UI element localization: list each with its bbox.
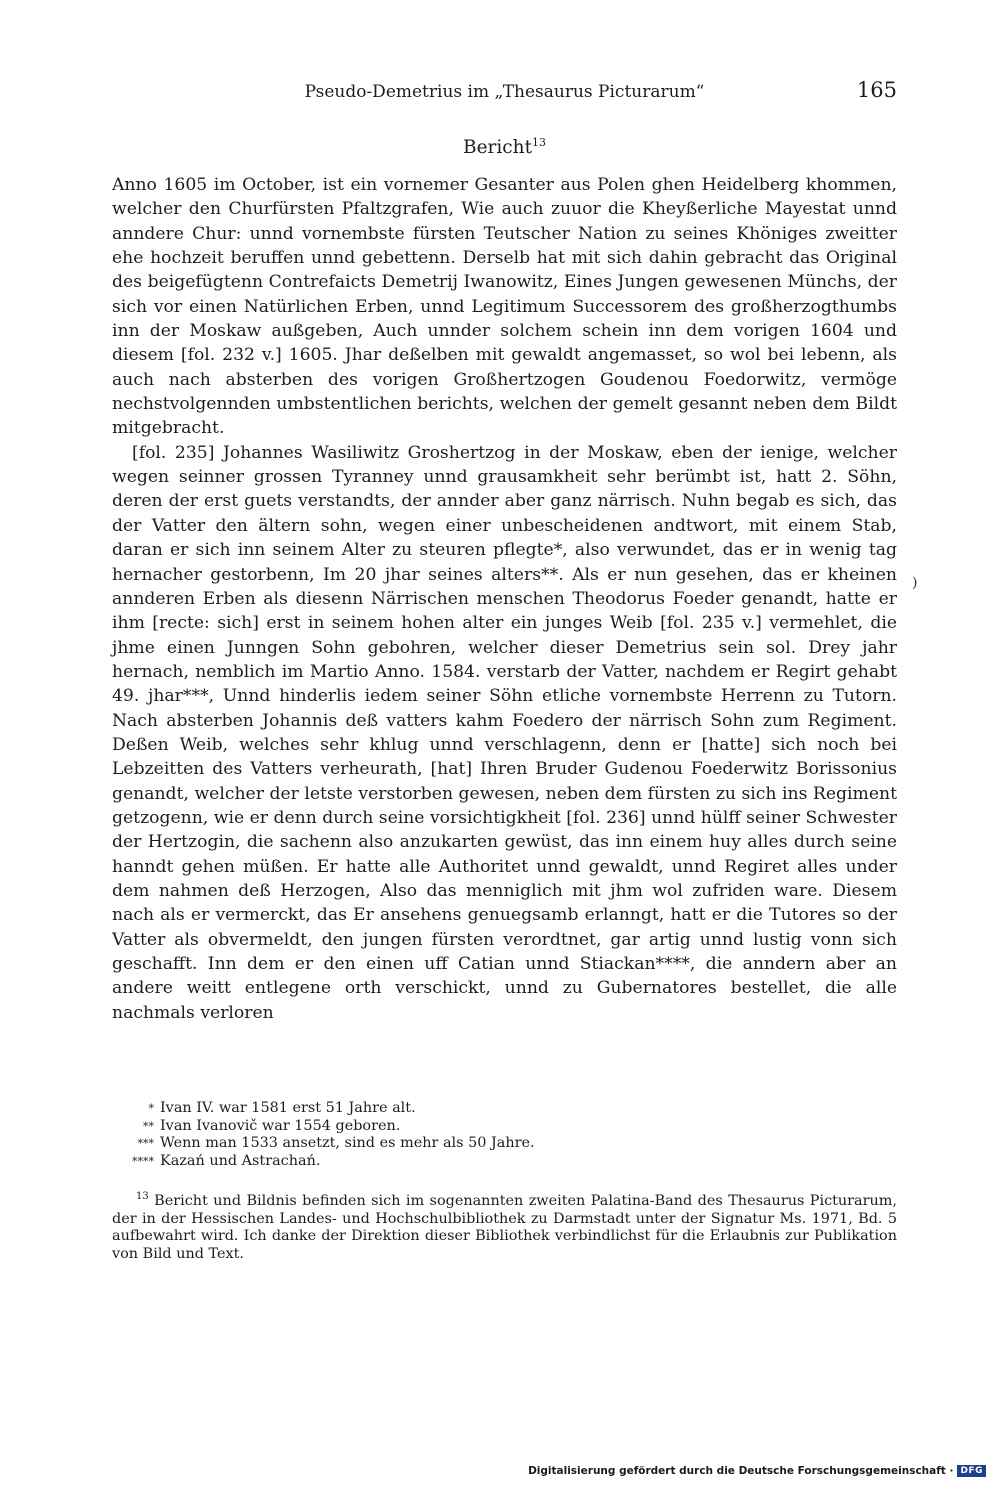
footnote-mark: ****: [132, 1154, 154, 1168]
section-heading: [112, 136, 897, 158]
margin-mark: ): [912, 575, 918, 591]
running-title: Pseudo-Demetrius im „Thesaurus Picturarum“: [304, 82, 705, 102]
section-heading-text: Bericht: [462, 137, 532, 159]
footnote-13: [112, 1188, 897, 1263]
dfg-logo: DFG: [957, 1465, 986, 1477]
footnote-text: Ivan Ivanovič war 1554 geboren.: [160, 1117, 401, 1134]
footnote-1: [112, 1100, 897, 1118]
page-number: 165: [856, 78, 897, 102]
footnote-text: Wenn man 1533 ansetzt, sind es mehr als 50 Jahre.: [160, 1135, 535, 1152]
footnote-ref-13[interactable]: 13: [532, 136, 546, 149]
credit-text: Digitalisierung gefördert durch die Deutsche Forschungsgemeinschaft ·: [528, 1465, 954, 1477]
footnote-mark: **: [143, 1119, 154, 1133]
body-text: [112, 173, 897, 1025]
footnote-3: [112, 1135, 897, 1153]
running-head: [112, 78, 897, 108]
footnote-mark: ***: [137, 1137, 154, 1151]
footnote-text: Kazań und Astrachań.: [160, 1152, 321, 1169]
footnote-text: Ivan IV. war 1581 erst 51 Jahre alt.: [160, 1100, 416, 1116]
footnote-4: [112, 1153, 897, 1171]
footnote-2: [112, 1118, 897, 1136]
dfg-credit: [528, 1465, 986, 1477]
footnote-mark: *: [148, 1102, 154, 1115]
footnote-13-mark: 13: [136, 1191, 149, 1203]
footnote-13-text: Bericht und Bildnis befinden sich im sogenannten zweiten Palatina-Band des Thesaurus Picturarum, der in der Hessischen Landes- und Hochschulbibliothek zu Darmstadt unter der Signatur Ms. 1971, Bd. 5 aufbewahrt wird. Ich danke der Direktion dieser Bibliothek verbindlichst für die Erlaubnis zur Publikation von Bild und Text.: [112, 1193, 898, 1262]
footnotes: [112, 1100, 897, 1264]
paragraph-2: [fol. 235] Johannes Wasiliwitz Groshertzog in der Moskaw, eben der ienige, welcher wegen seinner grossen Tyranney unnd grausamkheit sehr berümbt ist, hatt 2. Söhn, deren der erst guets verstandts, der annder aber ganz närrisch. Nuhn begab es sich, das der Vatter den ältern sohn, wegen einer unbescheidenen andtwort, mit einem Stab, daran er sich inn seinem Alter zu steuren pflegte*, also verwundet, das er in wenig tag hernacher gestorbenn, Im 20 jhar seines alters**. Als er nun gesehen, das er kheinen annderen Erben als diesenn Närrischen menschen Theodorus Foeder genandt, hatte er ihm [recte: sich] erst in seinem hohen alter ein junges Weib [fol. 235 v.] vermehlet, die jhme einen Junngen Sohn gebohren, welcher dieser Demetrius sein sol. Drey jahr hernach, nemblich im Martio Anno. 1584. verstarb der Vatter, nachdem er Regirt gehabt 49. jhar***, Unnd hinderlis iedem seiner Söhn etliche vornembste Herrenn zu Tutorn. Nach absterben Johannis deß vatters kahm Foedero der närrisch Sohn zum Regiment. Deßen Weib, welches sehr khlug unnd verschlagenn, denn er [hatte] sich noch bei Lebzeitten des Vatters verheurath, [hat] Ihren Bruder Gudenou Foederwitz Borissonius genandt, welcher der letste verstorben gewesen, neben dem fürsten zu sich ins Regiment getzogenn, wie er denn durch seine vorsichtigkheit [fol. 236] unnd hülff seiner Schwester der Hertzogin, die sachenn also anzukarten gewüst, das inn einem huy alles durch seine hanndt gehen müßen. Er hatte alle Authoritet unnd gewaldt, unnd Regiret alles under dem nahmen deß Herzogen, Also das menniglich mit jhm wol zufriden ware. Diesem nach als er vermerckt, das Er ansehens genuegsamb erlanngt, hatt er die Tutores so der Vatter als obvermeldt, den jungen fürsten verordtnet, gar artig unnd lustig vonn sich geschafft. Inn dem er den einen uff Catian unnd Stiackan****, die anndern aber an andere weitt entlegene orth verschickt, unnd zu Gubernatores bestellet, die alle nachmals verloren: [112, 442, 897, 1023]
paragraph-1: Anno 1605 im October, ist ein vornemer Gesanter aus Polen ghen Heidelberg khommen, welcher den Churfürsten Pfaltzgrafen, Wie auch zuuor die Kheyßerliche Mayestat unnd anndere Chur: unnd vornembste fürsten Teutscher Nation zu seines Khöniges zweitter ehe hochzeit beruffen unnd gebettenn. Derselb hat mit sich dahin gebracht das Original des beigefügtenn Contrefaicts Demetrij Iwanowitz, Eines Jungen gewesenen Münchs, der sich vor einen Natürlichen Erben, unnd Legitimum Successorem des großherzogthumbs inn der Moskaw außgeben, Auch unnder solchem schein inn dem vorigen 1604 und diesem [fol. 232 v.] 1605. Jhar deßelben mit gewaldt angemasset, so wol bei lebenn, als auch nach absterben des vorigen Großhertzogen Goudenou Foedorwitz, vermöge nechstvolgennden umbstentlichen berichts, welchen der gemelt gesannt neben dem Bildt mitgebracht.: [112, 175, 897, 439]
